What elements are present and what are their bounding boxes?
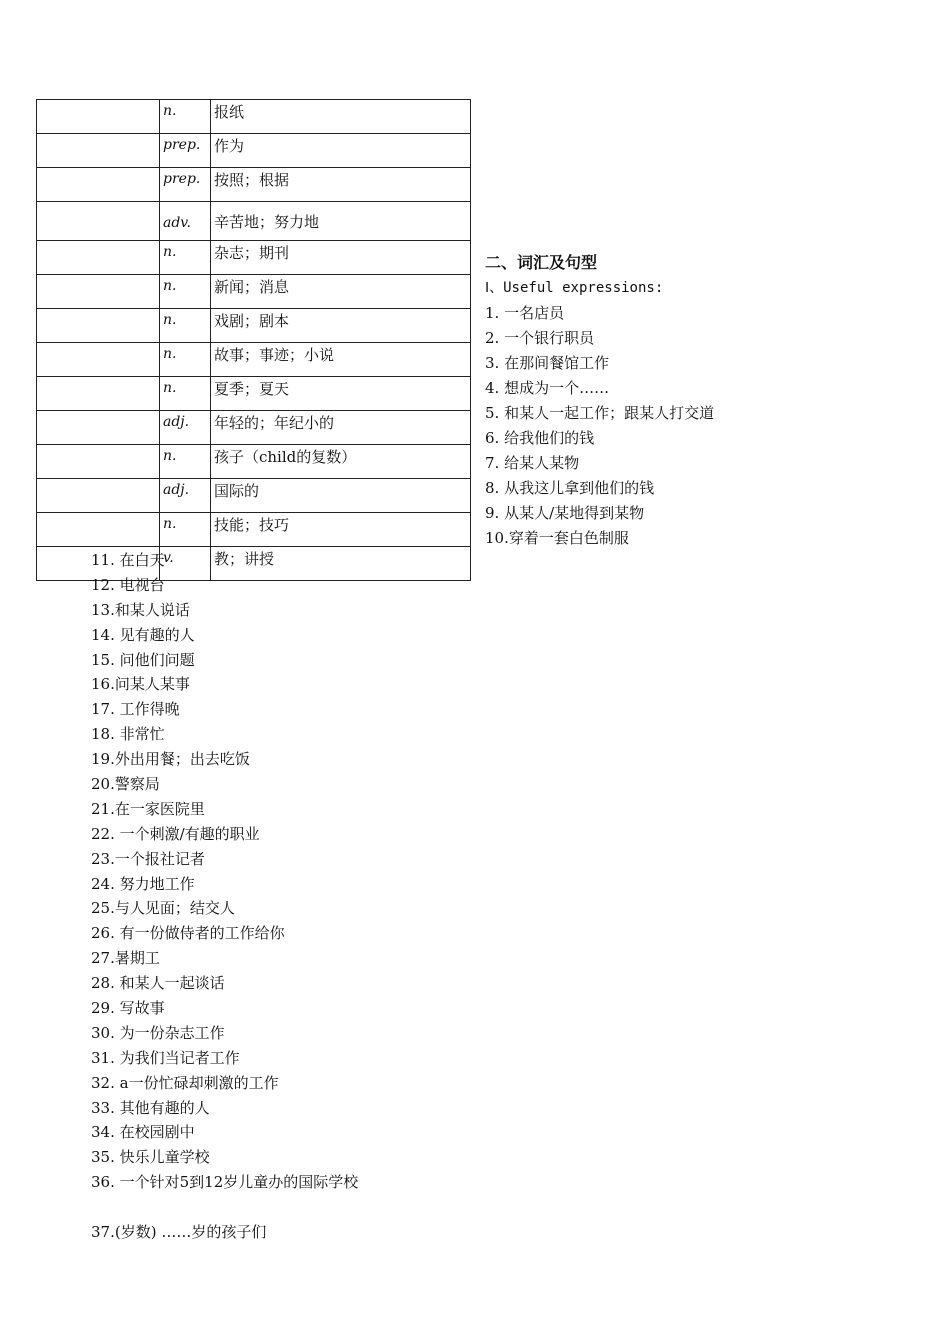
- list-item-20: 20.警察局: [91, 775, 160, 794]
- list-item-28: 28. 和某人一起谈话: [91, 974, 225, 993]
- spacer: [91, 1195, 591, 1220]
- vocab-def-cell: 孩子（child的复数）: [211, 445, 471, 479]
- list-item-6: 6. 给我他们的钱: [485, 429, 595, 447]
- vocab-row: [37, 309, 471, 343]
- vocab-def-cell: 年轻的；年纪小的: [211, 411, 471, 445]
- vocab-word-cell: [37, 411, 160, 445]
- vocab-pos-cell: n.: [160, 241, 211, 275]
- vocab-pos-cell: n.: [160, 513, 211, 547]
- list-item-31: 31. 为我们当记者工作: [91, 1048, 240, 1067]
- vocab-def-cell: 故事；事迹；小说: [211, 343, 471, 377]
- vocab-row: [37, 479, 471, 513]
- vocab-word-cell: [37, 202, 160, 241]
- vocab-row: [37, 275, 471, 309]
- list-item-10: 10.穿着一套白色制服: [485, 529, 629, 547]
- vocab-pos-cell: n.: [160, 309, 211, 343]
- list-item-27: 27.暑期工: [91, 949, 160, 968]
- section-heading: 二、词汇及句型: [485, 253, 598, 272]
- vocab-pos-cell: v.: [160, 547, 211, 581]
- vocab-word-cell: [37, 343, 160, 377]
- vocab-def-cell: 新闻；消息: [211, 275, 471, 309]
- list-item-35: 35. 快乐儿童学校: [91, 1148, 210, 1167]
- vocab-row: [37, 445, 471, 479]
- vocab-word-cell: [37, 168, 160, 202]
- list-item-13: 13.和某人说话: [91, 600, 190, 619]
- list-item-12: 12. 电视台: [91, 575, 165, 594]
- vocab-word-cell: [37, 241, 160, 275]
- vocab-pos-cell: n.: [160, 275, 211, 309]
- vocab-row: [37, 343, 471, 377]
- vocab-pos-cell: n.: [160, 377, 211, 411]
- vocabulary-table: [36, 99, 471, 581]
- list-item-22: 22. 一个刺激/有趣的职业: [91, 824, 260, 843]
- vocab-pos-cell: prep.: [160, 168, 211, 202]
- expression-list: [91, 548, 591, 1245]
- vocab-word-cell: [37, 513, 160, 547]
- list-item-1: 1. 一名店员: [485, 304, 565, 322]
- vocab-row: [37, 100, 471, 134]
- vocab-def-cell: 戏剧；剧本: [211, 309, 471, 343]
- vocab-row: [37, 241, 471, 275]
- vocab-word-cell: [37, 479, 160, 513]
- section-subheading: Ⅰ、Useful expressions:: [485, 280, 664, 296]
- list-item-7: 7. 给某人某物: [485, 454, 580, 472]
- vocab-def-cell: 辛苦地；努力地: [211, 202, 471, 241]
- vocab-def-cell: 技能；技巧: [211, 513, 471, 547]
- list-item-29: 29. 写故事: [91, 999, 165, 1018]
- vocabulary-section: [485, 250, 925, 551]
- list-item-17: 17. 工作得晚: [91, 700, 180, 719]
- vocab-def-cell: 国际的: [211, 479, 471, 513]
- vocab-word-cell: [37, 377, 160, 411]
- vocab-def-cell: 教；讲授: [211, 547, 471, 581]
- vocab-row: [37, 168, 471, 202]
- vocab-row: [37, 134, 471, 168]
- list-item-4: 4. 想成为一个……: [485, 379, 610, 397]
- vocab-row: [37, 411, 471, 445]
- list-item-2: 2. 一个银行职员: [485, 329, 595, 347]
- list-item-36: 36. 一个针对5到12岁儿童办的国际学校: [91, 1173, 359, 1192]
- list-item-26: 26. 有一份做侍者的工作给你: [91, 924, 285, 943]
- vocab-pos-cell: adv.: [160, 202, 211, 241]
- vocab-def-cell: 夏季；夏天: [211, 377, 471, 411]
- vocab-def-cell: 按照；根据: [211, 168, 471, 202]
- vocab-word-cell: [37, 445, 160, 479]
- vocab-word-cell: [37, 309, 160, 343]
- vocab-pos-cell: n.: [160, 100, 211, 134]
- vocab-row: [37, 513, 471, 547]
- list-item-37: 37.(岁数) ……岁的孩子们: [91, 1223, 267, 1242]
- list-item-11: 11. 在白天: [91, 551, 165, 569]
- list-item-33: 33. 其他有趣的人: [91, 1098, 210, 1117]
- vocab-def-cell: 作为: [211, 134, 471, 168]
- vocab-pos-cell: prep.: [160, 134, 211, 168]
- vocab-row: [37, 377, 471, 411]
- vocab-row: [37, 202, 471, 241]
- vocab-def-cell: 报纸: [211, 100, 471, 134]
- list-item-21: 21.在一家医院里: [91, 799, 205, 818]
- list-item-25: 25.与人见面；结交人: [91, 899, 235, 918]
- vocab-pos-cell: adj.: [160, 411, 211, 445]
- list-item-14: 14. 见有趣的人: [91, 625, 195, 644]
- list-item-34: 34. 在校园剧中: [91, 1123, 195, 1142]
- list-item-8: 8. 从我这儿拿到他们的钱: [485, 479, 655, 497]
- vocab-pos-cell: n.: [160, 343, 211, 377]
- list-item-9: 9. 从某人/某地得到某物: [485, 504, 645, 522]
- vocab-word-cell: [37, 134, 160, 168]
- vocab-pos-cell: adj.: [160, 479, 211, 513]
- list-item-3: 3. 在那间餐馆工作: [485, 354, 610, 372]
- list-item-30: 30. 为一份杂志工作: [91, 1023, 225, 1042]
- list-item-5: 5. 和某人一起工作；跟某人打交道: [485, 404, 715, 422]
- list-item-15: 15. 问他们问题: [91, 650, 195, 669]
- vocab-word-cell: [37, 275, 160, 309]
- vocab-word-cell: [37, 100, 160, 134]
- vocab-pos-cell: n.: [160, 445, 211, 479]
- vocab-def-cell: 杂志；期刊: [211, 241, 471, 275]
- list-item-32: 32. a一份忙碌却刺激的工作: [91, 1073, 279, 1092]
- list-item-18: 18. 非常忙: [91, 725, 165, 744]
- list-item-23: 23.一个报社记者: [91, 849, 205, 868]
- list-item-19: 19.外出用餐；出去吃饭: [91, 750, 250, 769]
- list-item-24: 24. 努力地工作: [91, 874, 195, 893]
- list-item-16: 16.问某人某事: [91, 675, 190, 694]
